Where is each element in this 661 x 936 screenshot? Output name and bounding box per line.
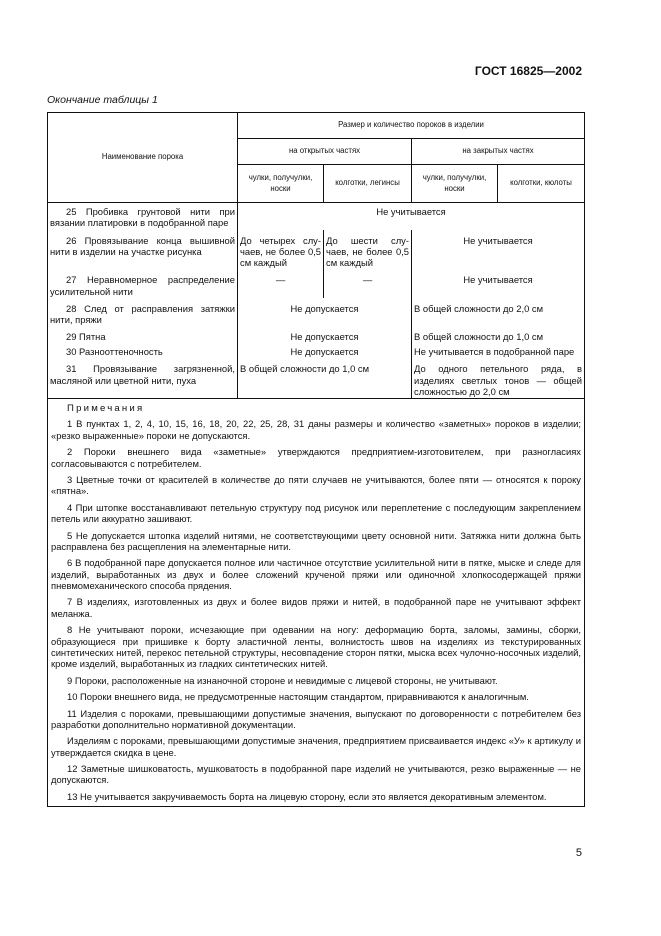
header-defect-name: Наименование порока: [48, 113, 238, 203]
defect-name: 25 Пробивка грунтовой нити при вязании платировки в подобранной паре: [48, 203, 238, 230]
table-row: [48, 343, 585, 358]
note-item: 1 В пунктах 1, 2, 4, 10, 15, 16, 18, 20, 22, 25, 28, 31 даны размеры и количество «заметных» пороков в изделии; «резко выраженные» пороки не допускаются.: [51, 418, 581, 441]
note-item: 7 В изделиях, изготовленных из двух и более видов пряжи и нитей, в подобранной паре не учитывают эффект меланжа.: [51, 596, 581, 619]
notes-title: Примечания: [67, 403, 145, 415]
table-row: [48, 358, 585, 398]
defect-value-closed: Не учитывается: [412, 230, 585, 270]
note-item: 10 Пороки внешнего вида, не предусмотренные настоящим стандартом, приравниваются к аналогичным.: [67, 691, 529, 703]
page-number: 5: [575, 847, 582, 859]
table-row: [48, 298, 585, 327]
note-item: 13 Не учитывается закручиваемость борта на лицевую сторону, если это является декоративным элементом.: [67, 790, 547, 802]
defect-name: 31 Провязывание загрязненной, масляной или цветной нити, пуха: [48, 358, 238, 398]
note-item: 4 При штопке восстанавливают петельную структуру под рисунок или переплетение с последующим закреплением петель или аккуратно зашивают.: [51, 501, 581, 525]
document-id: ГОСТ 16825—2002: [474, 64, 582, 78]
note-item: 6 В подобранной паре допускается полное или частичное отсутствие усилительной нити в пятке, мыске и следе для изделий, выработанных из двух и более сложений крученой пряжи или одиночной хлопкосодержащей пряжи пневмомеханического способа прядения.: [51, 557, 581, 591]
note-item: 2 Пороки внешнего вида «заметные» утверждаются предприятием-изготовителем, при разногласиях согласовываются с потребителем.: [51, 446, 581, 469]
defect-name: 30 Разнооттеночность: [48, 343, 238, 358]
defect-value-open-tights: До шести слу- чаев, не более 0,5 см каждый: [324, 230, 412, 270]
defect-name: 27 Неравномерное распределение усилительной нити: [48, 269, 238, 298]
defect-name: 26 Провязывание конца вышивной нити в изделии на участке рисунка: [48, 230, 238, 270]
defect-value-open: Не допускается: [238, 298, 412, 327]
defect-value-open-stockings: —: [238, 269, 324, 298]
table-caption: Окончание таблицы 1: [47, 94, 158, 106]
table-row: [48, 327, 585, 343]
table-row: [48, 230, 585, 270]
header-closed-tights: колготки, кюлоты: [498, 165, 585, 203]
header-open-stockings: чулки, получулки, носки: [238, 165, 324, 203]
table-row: [48, 269, 585, 298]
header-open-parts: на открытых частях: [238, 139, 412, 165]
defect-value-closed: В общей сложности до 2,0 см: [412, 298, 585, 327]
defect-name: 28 След от расправления затяжки нити, пряжи: [48, 298, 238, 327]
defect-value-closed: Не учитывается: [412, 269, 585, 298]
defect-value-open-stockings: До четырех слу- чаев, не более 0,5 см каждый: [238, 230, 324, 270]
defects-table: [47, 112, 585, 807]
defect-value-open: В общей сложности до 1,0 см: [238, 358, 412, 398]
defect-value-open: Не допускается: [238, 343, 412, 358]
defect-value-open: Не допускается: [238, 327, 412, 343]
header-closed-parts: на закрытых частях: [412, 139, 585, 165]
note-item: 8 Не учитывают пороки, исчезающие при одевании на ногу: деформацию борта, заломы, замины, сборки, образующиеся при пришивке к борту эластичной ленты, волнистость швов на изделиях из текстурированных синтетических нитей, перекос петельной структуры, несовпадение сторон пятки, мыска всех чулочно-носочных изделий, кроме изделий, выработанных из гладких синтетических нитей.: [51, 624, 581, 670]
note-item: 11 Изделия с пороками, превышающими допустимые значения, выпускают по договоренности с потребителем без разработки дополнительно нормативной документации.: [51, 707, 581, 730]
note-item: Изделиям с пороками, превышающими допустимые значения, предприятием присваивается индекс «У» к артикулу и утверждается скидка в цене.: [51, 735, 581, 758]
note-item: 3 Цветные точки от красителей в количестве до пяти случаев не учитываются, более пяти — относятся к пороку «пятна».: [51, 474, 581, 497]
defect-value-closed: До одного петельного ряда, в изделиях светлых тонов — общей сложностью до 2,0 см: [412, 358, 585, 398]
defect-value-closed: Не учитывается в подобранной паре: [412, 343, 585, 358]
notes-block: [48, 399, 585, 807]
defect-value-open-tights: —: [324, 269, 412, 298]
defect-name: 29 Пятна: [48, 327, 238, 343]
note-item: 5 Не допускается штопка изделий нитями, не соответствующими цвету основной нити. Затяжка нити должна быть расправлена без расщепления на элементарные нити.: [51, 529, 581, 552]
header-size-count: Размер и количество пороков в изделии: [238, 113, 585, 139]
header-open-tights: колготки, легинсы: [324, 165, 412, 203]
header-closed-stockings: чулки, получулки, носки: [412, 165, 498, 203]
note-item: 9 Пороки, расположенные на изнаночной стороне и невидимые с лицевой стороны, не учитывают.: [67, 674, 498, 686]
note-item: 12 Заметные шишковатость, мушковатость в подобранной паре изделий не учитываются, резко выраженные — не допускаются.: [51, 763, 581, 786]
table-row: [48, 203, 585, 230]
defect-value-closed: В общей сложности до 1,0 см: [412, 327, 585, 343]
defect-value: Не учитывается: [238, 203, 585, 230]
